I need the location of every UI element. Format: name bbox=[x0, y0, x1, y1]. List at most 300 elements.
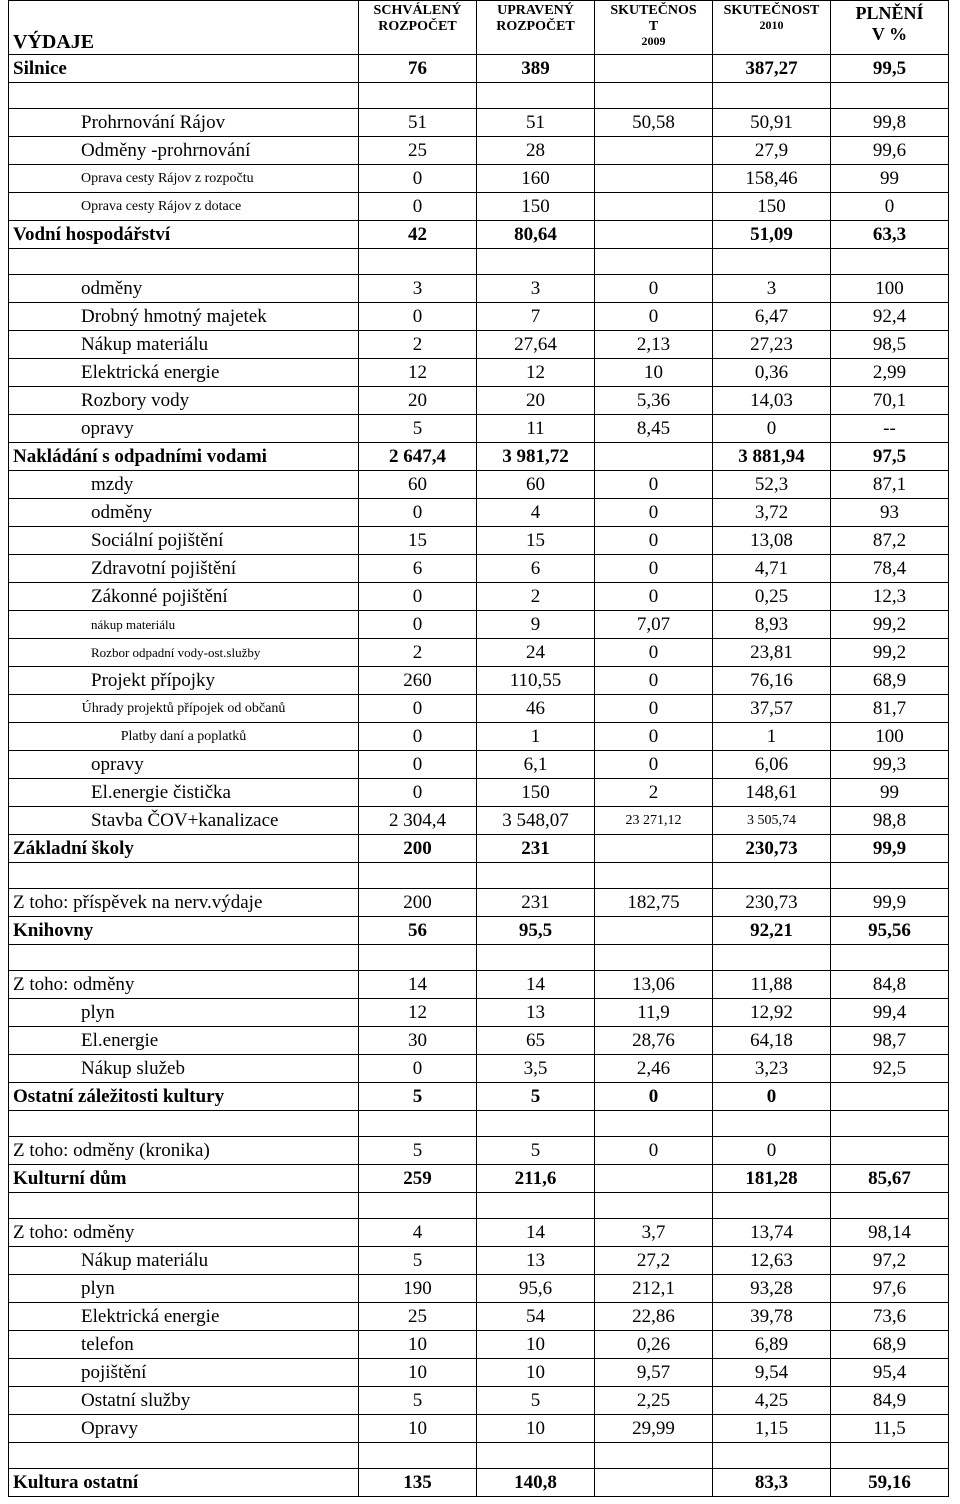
value-cell: 0 bbox=[359, 165, 477, 193]
spacer-row bbox=[9, 1443, 949, 1469]
value-cell: 59,16 bbox=[831, 1469, 949, 1497]
value-cell: 0 bbox=[359, 723, 477, 751]
spacer-row bbox=[9, 1193, 949, 1219]
row-label: Zdravotní pojištění bbox=[9, 555, 359, 583]
value-cell: 10 bbox=[595, 359, 713, 387]
section-row bbox=[9, 917, 949, 945]
empty-cell bbox=[831, 945, 949, 971]
value-cell: 200 bbox=[359, 835, 477, 863]
value-cell: 3 981,72 bbox=[477, 443, 595, 471]
value-cell: 4 bbox=[477, 499, 595, 527]
table-row bbox=[9, 555, 949, 583]
value-cell: 14 bbox=[477, 1219, 595, 1247]
value-cell bbox=[595, 193, 713, 221]
value-cell: 15 bbox=[477, 527, 595, 555]
value-cell: 8,93 bbox=[713, 611, 831, 639]
value-cell: 140,8 bbox=[477, 1469, 595, 1497]
value-cell: 230,73 bbox=[713, 835, 831, 863]
row-label: opravy bbox=[9, 751, 359, 779]
value-cell: 97,2 bbox=[831, 1247, 949, 1275]
value-cell: 9,54 bbox=[713, 1359, 831, 1387]
table-row bbox=[9, 583, 949, 611]
empty-cell bbox=[9, 863, 359, 889]
value-cell: -- bbox=[831, 415, 949, 443]
value-cell: 5 bbox=[359, 1387, 477, 1415]
value-cell: 4,71 bbox=[713, 555, 831, 583]
value-cell: 13,06 bbox=[595, 971, 713, 999]
empty-cell bbox=[359, 945, 477, 971]
value-cell: 0 bbox=[595, 1137, 713, 1165]
value-cell: 3 bbox=[477, 275, 595, 303]
row-label: Základní školy bbox=[9, 835, 359, 863]
table-row bbox=[9, 1137, 949, 1165]
value-cell: 231 bbox=[477, 889, 595, 917]
value-cell: 12,3 bbox=[831, 583, 949, 611]
row-label: Oprava cesty Rájov z dotace bbox=[9, 193, 359, 221]
value-cell: 150 bbox=[477, 193, 595, 221]
value-cell: 51 bbox=[477, 109, 595, 137]
row-label: nákup materiálu bbox=[9, 611, 359, 639]
empty-cell bbox=[831, 83, 949, 109]
value-cell: 50,91 bbox=[713, 109, 831, 137]
value-cell: 190 bbox=[359, 1275, 477, 1303]
empty-cell bbox=[9, 1111, 359, 1137]
value-cell: 30 bbox=[359, 1027, 477, 1055]
empty-cell bbox=[359, 1193, 477, 1219]
row-label: Elektrická energie bbox=[9, 1303, 359, 1331]
column-header-line: SKUTEČNOST bbox=[723, 3, 820, 18]
column-header-adjusted-budget bbox=[477, 1, 595, 55]
section-row bbox=[9, 443, 949, 471]
value-cell: 5 bbox=[477, 1083, 595, 1111]
value-cell: 95,4 bbox=[831, 1359, 949, 1387]
value-cell: 39,78 bbox=[713, 1303, 831, 1331]
value-cell: 6 bbox=[477, 555, 595, 583]
empty-cell bbox=[831, 249, 949, 275]
value-cell: 25 bbox=[359, 137, 477, 165]
value-cell: 2 bbox=[477, 583, 595, 611]
table-row bbox=[9, 303, 949, 331]
value-cell: 5 bbox=[359, 1083, 477, 1111]
value-cell bbox=[595, 55, 713, 83]
value-cell: 14 bbox=[477, 971, 595, 999]
empty-cell bbox=[713, 249, 831, 275]
row-label: Odměny -prohrnování bbox=[9, 137, 359, 165]
value-cell: 64,18 bbox=[713, 1027, 831, 1055]
table-row bbox=[9, 1359, 949, 1387]
row-label: Nákup materiálu bbox=[9, 331, 359, 359]
empty-cell bbox=[831, 1443, 949, 1469]
value-cell: 150 bbox=[477, 779, 595, 807]
value-cell: 63,3 bbox=[831, 221, 949, 249]
value-cell: 0 bbox=[595, 583, 713, 611]
empty-cell bbox=[713, 1193, 831, 1219]
value-cell: 80,64 bbox=[477, 221, 595, 249]
value-cell: 0 bbox=[595, 639, 713, 667]
value-cell: 25 bbox=[359, 1303, 477, 1331]
row-label: Knihovny bbox=[9, 917, 359, 945]
row-label: Z toho: odměny bbox=[9, 1219, 359, 1247]
value-cell: 0 bbox=[595, 303, 713, 331]
empty-cell bbox=[9, 249, 359, 275]
row-label: Nákup služeb bbox=[9, 1055, 359, 1083]
value-cell bbox=[831, 1137, 949, 1165]
value-cell: 150 bbox=[713, 193, 831, 221]
value-cell bbox=[595, 443, 713, 471]
value-cell: 83,3 bbox=[713, 1469, 831, 1497]
value-cell: 51,09 bbox=[713, 221, 831, 249]
table-row bbox=[9, 667, 949, 695]
row-label: odměny bbox=[9, 275, 359, 303]
table-row bbox=[9, 1055, 949, 1083]
value-cell: 27,2 bbox=[595, 1247, 713, 1275]
value-cell bbox=[595, 221, 713, 249]
value-cell: 6,1 bbox=[477, 751, 595, 779]
row-label: Kultura ostatní bbox=[9, 1469, 359, 1497]
value-cell: 27,9 bbox=[713, 137, 831, 165]
value-cell: 100 bbox=[831, 275, 949, 303]
value-cell: 5 bbox=[359, 415, 477, 443]
value-cell: 0 bbox=[359, 695, 477, 723]
value-cell: 0 bbox=[595, 527, 713, 555]
value-cell: 73,6 bbox=[831, 1303, 949, 1331]
row-label: Elektrická energie bbox=[9, 359, 359, 387]
value-cell: 2 647,4 bbox=[359, 443, 477, 471]
empty-cell bbox=[477, 1111, 595, 1137]
table-title: VÝDAJE bbox=[9, 1, 359, 55]
value-cell: 23,81 bbox=[713, 639, 831, 667]
value-cell: 95,6 bbox=[477, 1275, 595, 1303]
row-label: Projekt přípojky bbox=[9, 667, 359, 695]
empty-cell bbox=[713, 945, 831, 971]
column-header-line: SCHVÁLENÝ bbox=[373, 3, 462, 18]
value-cell: 389 bbox=[477, 55, 595, 83]
value-cell: 2,46 bbox=[595, 1055, 713, 1083]
value-cell: 212,1 bbox=[595, 1275, 713, 1303]
value-cell: 9,57 bbox=[595, 1359, 713, 1387]
row-label: Opravy bbox=[9, 1415, 359, 1443]
value-cell: 12 bbox=[477, 359, 595, 387]
row-label: El.energie čistička bbox=[9, 779, 359, 807]
row-label: plyn bbox=[9, 999, 359, 1027]
row-label: Stavba ČOV+kanalizace bbox=[9, 807, 359, 835]
table-row bbox=[9, 779, 949, 807]
value-cell: 0 bbox=[595, 499, 713, 527]
row-label: El.energie bbox=[9, 1027, 359, 1055]
value-cell: 2 bbox=[595, 779, 713, 807]
row-label: Nakládání s odpadními vodami bbox=[9, 443, 359, 471]
value-cell: 95,56 bbox=[831, 917, 949, 945]
value-cell: 6,06 bbox=[713, 751, 831, 779]
column-header-actual-2009 bbox=[595, 1, 713, 55]
row-label: Z toho: odměny (kronika) bbox=[9, 1137, 359, 1165]
value-cell: 97,6 bbox=[831, 1275, 949, 1303]
value-cell: 9 bbox=[477, 611, 595, 639]
value-cell: 3 881,94 bbox=[713, 443, 831, 471]
table-row bbox=[9, 527, 949, 555]
value-cell: 0 bbox=[595, 751, 713, 779]
table-row bbox=[9, 275, 949, 303]
value-cell: 70,1 bbox=[831, 387, 949, 415]
value-cell: 2 bbox=[359, 331, 477, 359]
value-cell bbox=[595, 1165, 713, 1193]
table-row bbox=[9, 359, 949, 387]
empty-cell bbox=[359, 249, 477, 275]
value-cell: 13,08 bbox=[713, 527, 831, 555]
column-header-line: V % bbox=[871, 23, 908, 44]
row-label: Úhrady projektů přípojek od občanů bbox=[9, 695, 359, 723]
column-header-line: T bbox=[648, 19, 659, 35]
value-cell: 3,72 bbox=[713, 499, 831, 527]
row-label: Platby daní a poplatků bbox=[9, 723, 359, 751]
row-label: Z toho: příspěvek na nerv.výdaje bbox=[9, 889, 359, 917]
value-cell: 0 bbox=[595, 555, 713, 583]
value-cell: 60 bbox=[477, 471, 595, 499]
table-row bbox=[9, 889, 949, 917]
value-cell: 12,63 bbox=[713, 1247, 831, 1275]
section-row bbox=[9, 1083, 949, 1111]
value-cell: 98,5 bbox=[831, 331, 949, 359]
table-row bbox=[9, 1331, 949, 1359]
value-cell: 0 bbox=[359, 303, 477, 331]
value-cell bbox=[595, 165, 713, 193]
spacer-row bbox=[9, 945, 949, 971]
value-cell: 260 bbox=[359, 667, 477, 695]
table-row bbox=[9, 999, 949, 1027]
value-cell: 65 bbox=[477, 1027, 595, 1055]
value-cell: 0,25 bbox=[713, 583, 831, 611]
section-row bbox=[9, 1165, 949, 1193]
value-cell: 0 bbox=[359, 583, 477, 611]
table-row bbox=[9, 1387, 949, 1415]
value-cell: 92,5 bbox=[831, 1055, 949, 1083]
header-row bbox=[9, 1, 949, 55]
value-cell: 0 bbox=[359, 499, 477, 527]
empty-cell bbox=[359, 863, 477, 889]
value-cell: 230,73 bbox=[713, 889, 831, 917]
value-cell: 2,13 bbox=[595, 331, 713, 359]
table-row bbox=[9, 611, 949, 639]
value-cell: 3 bbox=[713, 275, 831, 303]
value-cell: 211,6 bbox=[477, 1165, 595, 1193]
value-cell: 98,8 bbox=[831, 807, 949, 835]
value-cell: 98,7 bbox=[831, 1027, 949, 1055]
value-cell: 15 bbox=[359, 527, 477, 555]
value-cell: 52,3 bbox=[713, 471, 831, 499]
value-cell: 92,4 bbox=[831, 303, 949, 331]
value-cell: 0 bbox=[595, 275, 713, 303]
value-cell: 60 bbox=[359, 471, 477, 499]
empty-cell bbox=[359, 83, 477, 109]
value-cell: 20 bbox=[477, 387, 595, 415]
column-header-actual-2010 bbox=[713, 1, 831, 55]
empty-cell bbox=[595, 249, 713, 275]
value-cell: 0 bbox=[595, 1083, 713, 1111]
row-label: mzdy bbox=[9, 471, 359, 499]
table-row bbox=[9, 471, 949, 499]
value-cell: 3 bbox=[359, 275, 477, 303]
table-row bbox=[9, 109, 949, 137]
value-cell: 50,58 bbox=[595, 109, 713, 137]
value-cell: 1 bbox=[477, 723, 595, 751]
table-row bbox=[9, 1219, 949, 1247]
value-cell: 84,8 bbox=[831, 971, 949, 999]
value-cell: 56 bbox=[359, 917, 477, 945]
value-cell: 200 bbox=[359, 889, 477, 917]
value-cell: 95,5 bbox=[477, 917, 595, 945]
value-cell: 0 bbox=[595, 695, 713, 723]
value-cell: 6,89 bbox=[713, 1331, 831, 1359]
table-row bbox=[9, 1303, 949, 1331]
value-cell: 10 bbox=[477, 1331, 595, 1359]
value-cell: 181,28 bbox=[713, 1165, 831, 1193]
table-row bbox=[9, 751, 949, 779]
value-cell: 76 bbox=[359, 55, 477, 83]
value-cell: 158,46 bbox=[713, 165, 831, 193]
table-row bbox=[9, 807, 949, 835]
value-cell: 99 bbox=[831, 779, 949, 807]
empty-cell bbox=[9, 83, 359, 109]
table-row bbox=[9, 193, 949, 221]
empty-cell bbox=[831, 1193, 949, 1219]
row-label: Ostatní záležitosti kultury bbox=[9, 1083, 359, 1111]
value-cell: 5,36 bbox=[595, 387, 713, 415]
value-cell: 7 bbox=[477, 303, 595, 331]
empty-cell bbox=[595, 945, 713, 971]
value-cell: 0 bbox=[713, 1137, 831, 1165]
value-cell: 84,9 bbox=[831, 1387, 949, 1415]
value-cell: 12 bbox=[359, 359, 477, 387]
table-row bbox=[9, 1247, 949, 1275]
value-cell: 11 bbox=[477, 415, 595, 443]
row-label: plyn bbox=[9, 1275, 359, 1303]
value-cell: 99,2 bbox=[831, 639, 949, 667]
table-row bbox=[9, 639, 949, 667]
value-cell bbox=[595, 917, 713, 945]
empty-cell bbox=[477, 249, 595, 275]
value-cell bbox=[831, 1083, 949, 1111]
table-row bbox=[9, 723, 949, 751]
value-cell: 10 bbox=[477, 1359, 595, 1387]
expenditure-table bbox=[8, 0, 949, 1497]
table-row bbox=[9, 1027, 949, 1055]
column-header-approved-budget bbox=[359, 1, 477, 55]
value-cell: 0 bbox=[359, 193, 477, 221]
value-cell: 100 bbox=[831, 723, 949, 751]
value-cell: 87,2 bbox=[831, 527, 949, 555]
value-cell: 93 bbox=[831, 499, 949, 527]
column-header-line: UPRAVENÝ bbox=[497, 3, 574, 18]
row-label: Drobný hmotný majetek bbox=[9, 303, 359, 331]
table-row bbox=[9, 1415, 949, 1443]
value-cell: 28,76 bbox=[595, 1027, 713, 1055]
empty-cell bbox=[477, 1443, 595, 1469]
value-cell: 148,61 bbox=[713, 779, 831, 807]
value-cell: 14 bbox=[359, 971, 477, 999]
row-label: Kulturní dům bbox=[9, 1165, 359, 1193]
value-cell: 0 bbox=[713, 1083, 831, 1111]
column-header-fulfilment bbox=[831, 1, 949, 55]
spacer-row bbox=[9, 249, 949, 275]
value-cell: 13 bbox=[477, 999, 595, 1027]
row-label: Nákup materiálu bbox=[9, 1247, 359, 1275]
table-row bbox=[9, 165, 949, 193]
value-cell: 2 bbox=[359, 639, 477, 667]
value-cell: 8,45 bbox=[595, 415, 713, 443]
value-cell: 4,25 bbox=[713, 1387, 831, 1415]
value-cell: 11,88 bbox=[713, 971, 831, 999]
empty-cell bbox=[595, 863, 713, 889]
value-cell: 99,5 bbox=[831, 55, 949, 83]
value-cell: 5 bbox=[477, 1387, 595, 1415]
column-header-line: PLNĚNÍ bbox=[855, 3, 924, 23]
column-header-year: 2009 bbox=[641, 34, 666, 49]
value-cell: 0 bbox=[359, 751, 477, 779]
row-label: Prohrnování Rájov bbox=[9, 109, 359, 137]
value-cell: 7,07 bbox=[595, 611, 713, 639]
value-cell: 3,5 bbox=[477, 1055, 595, 1083]
value-cell: 27,23 bbox=[713, 331, 831, 359]
value-cell: 29,99 bbox=[595, 1415, 713, 1443]
value-cell: 12 bbox=[359, 999, 477, 1027]
value-cell: 2,25 bbox=[595, 1387, 713, 1415]
empty-cell bbox=[9, 1193, 359, 1219]
row-label: Rozbory vody bbox=[9, 387, 359, 415]
empty-cell bbox=[713, 1443, 831, 1469]
row-label: opravy bbox=[9, 415, 359, 443]
table-row bbox=[9, 1275, 949, 1303]
value-cell: 85,67 bbox=[831, 1165, 949, 1193]
row-label: pojištění bbox=[9, 1359, 359, 1387]
row-label: Zákonné pojištění bbox=[9, 583, 359, 611]
value-cell: 10 bbox=[359, 1331, 477, 1359]
empty-cell bbox=[477, 1193, 595, 1219]
value-cell: 78,4 bbox=[831, 555, 949, 583]
value-cell: 5 bbox=[477, 1137, 595, 1165]
value-cell: 97,5 bbox=[831, 443, 949, 471]
value-cell: 23 271,12 bbox=[595, 807, 713, 835]
table-body bbox=[9, 1, 949, 1497]
empty-cell bbox=[595, 1193, 713, 1219]
value-cell: 10 bbox=[359, 1415, 477, 1443]
value-cell: 5 bbox=[359, 1247, 477, 1275]
empty-cell bbox=[713, 863, 831, 889]
value-cell: 11,9 bbox=[595, 999, 713, 1027]
value-cell: 387,27 bbox=[713, 55, 831, 83]
value-cell: 46 bbox=[477, 695, 595, 723]
value-cell: 28 bbox=[477, 137, 595, 165]
value-cell: 99,9 bbox=[831, 889, 949, 917]
value-cell: 11,5 bbox=[831, 1415, 949, 1443]
table-row bbox=[9, 415, 949, 443]
value-cell: 98,14 bbox=[831, 1219, 949, 1247]
value-cell: 3 505,74 bbox=[713, 807, 831, 835]
spacer-row bbox=[9, 1111, 949, 1137]
row-label: Oprava cesty Rájov z rozpočtu bbox=[9, 165, 359, 193]
value-cell: 4 bbox=[359, 1219, 477, 1247]
value-cell: 99,3 bbox=[831, 751, 949, 779]
value-cell bbox=[595, 835, 713, 863]
value-cell: 3,7 bbox=[595, 1219, 713, 1247]
value-cell: 42 bbox=[359, 221, 477, 249]
value-cell: 5 bbox=[359, 1137, 477, 1165]
value-cell bbox=[595, 1469, 713, 1497]
column-header-line: ROZPOČET bbox=[378, 19, 457, 35]
value-cell: 76,16 bbox=[713, 667, 831, 695]
value-cell: 27,64 bbox=[477, 331, 595, 359]
table-row bbox=[9, 695, 949, 723]
value-cell: 99,6 bbox=[831, 137, 949, 165]
